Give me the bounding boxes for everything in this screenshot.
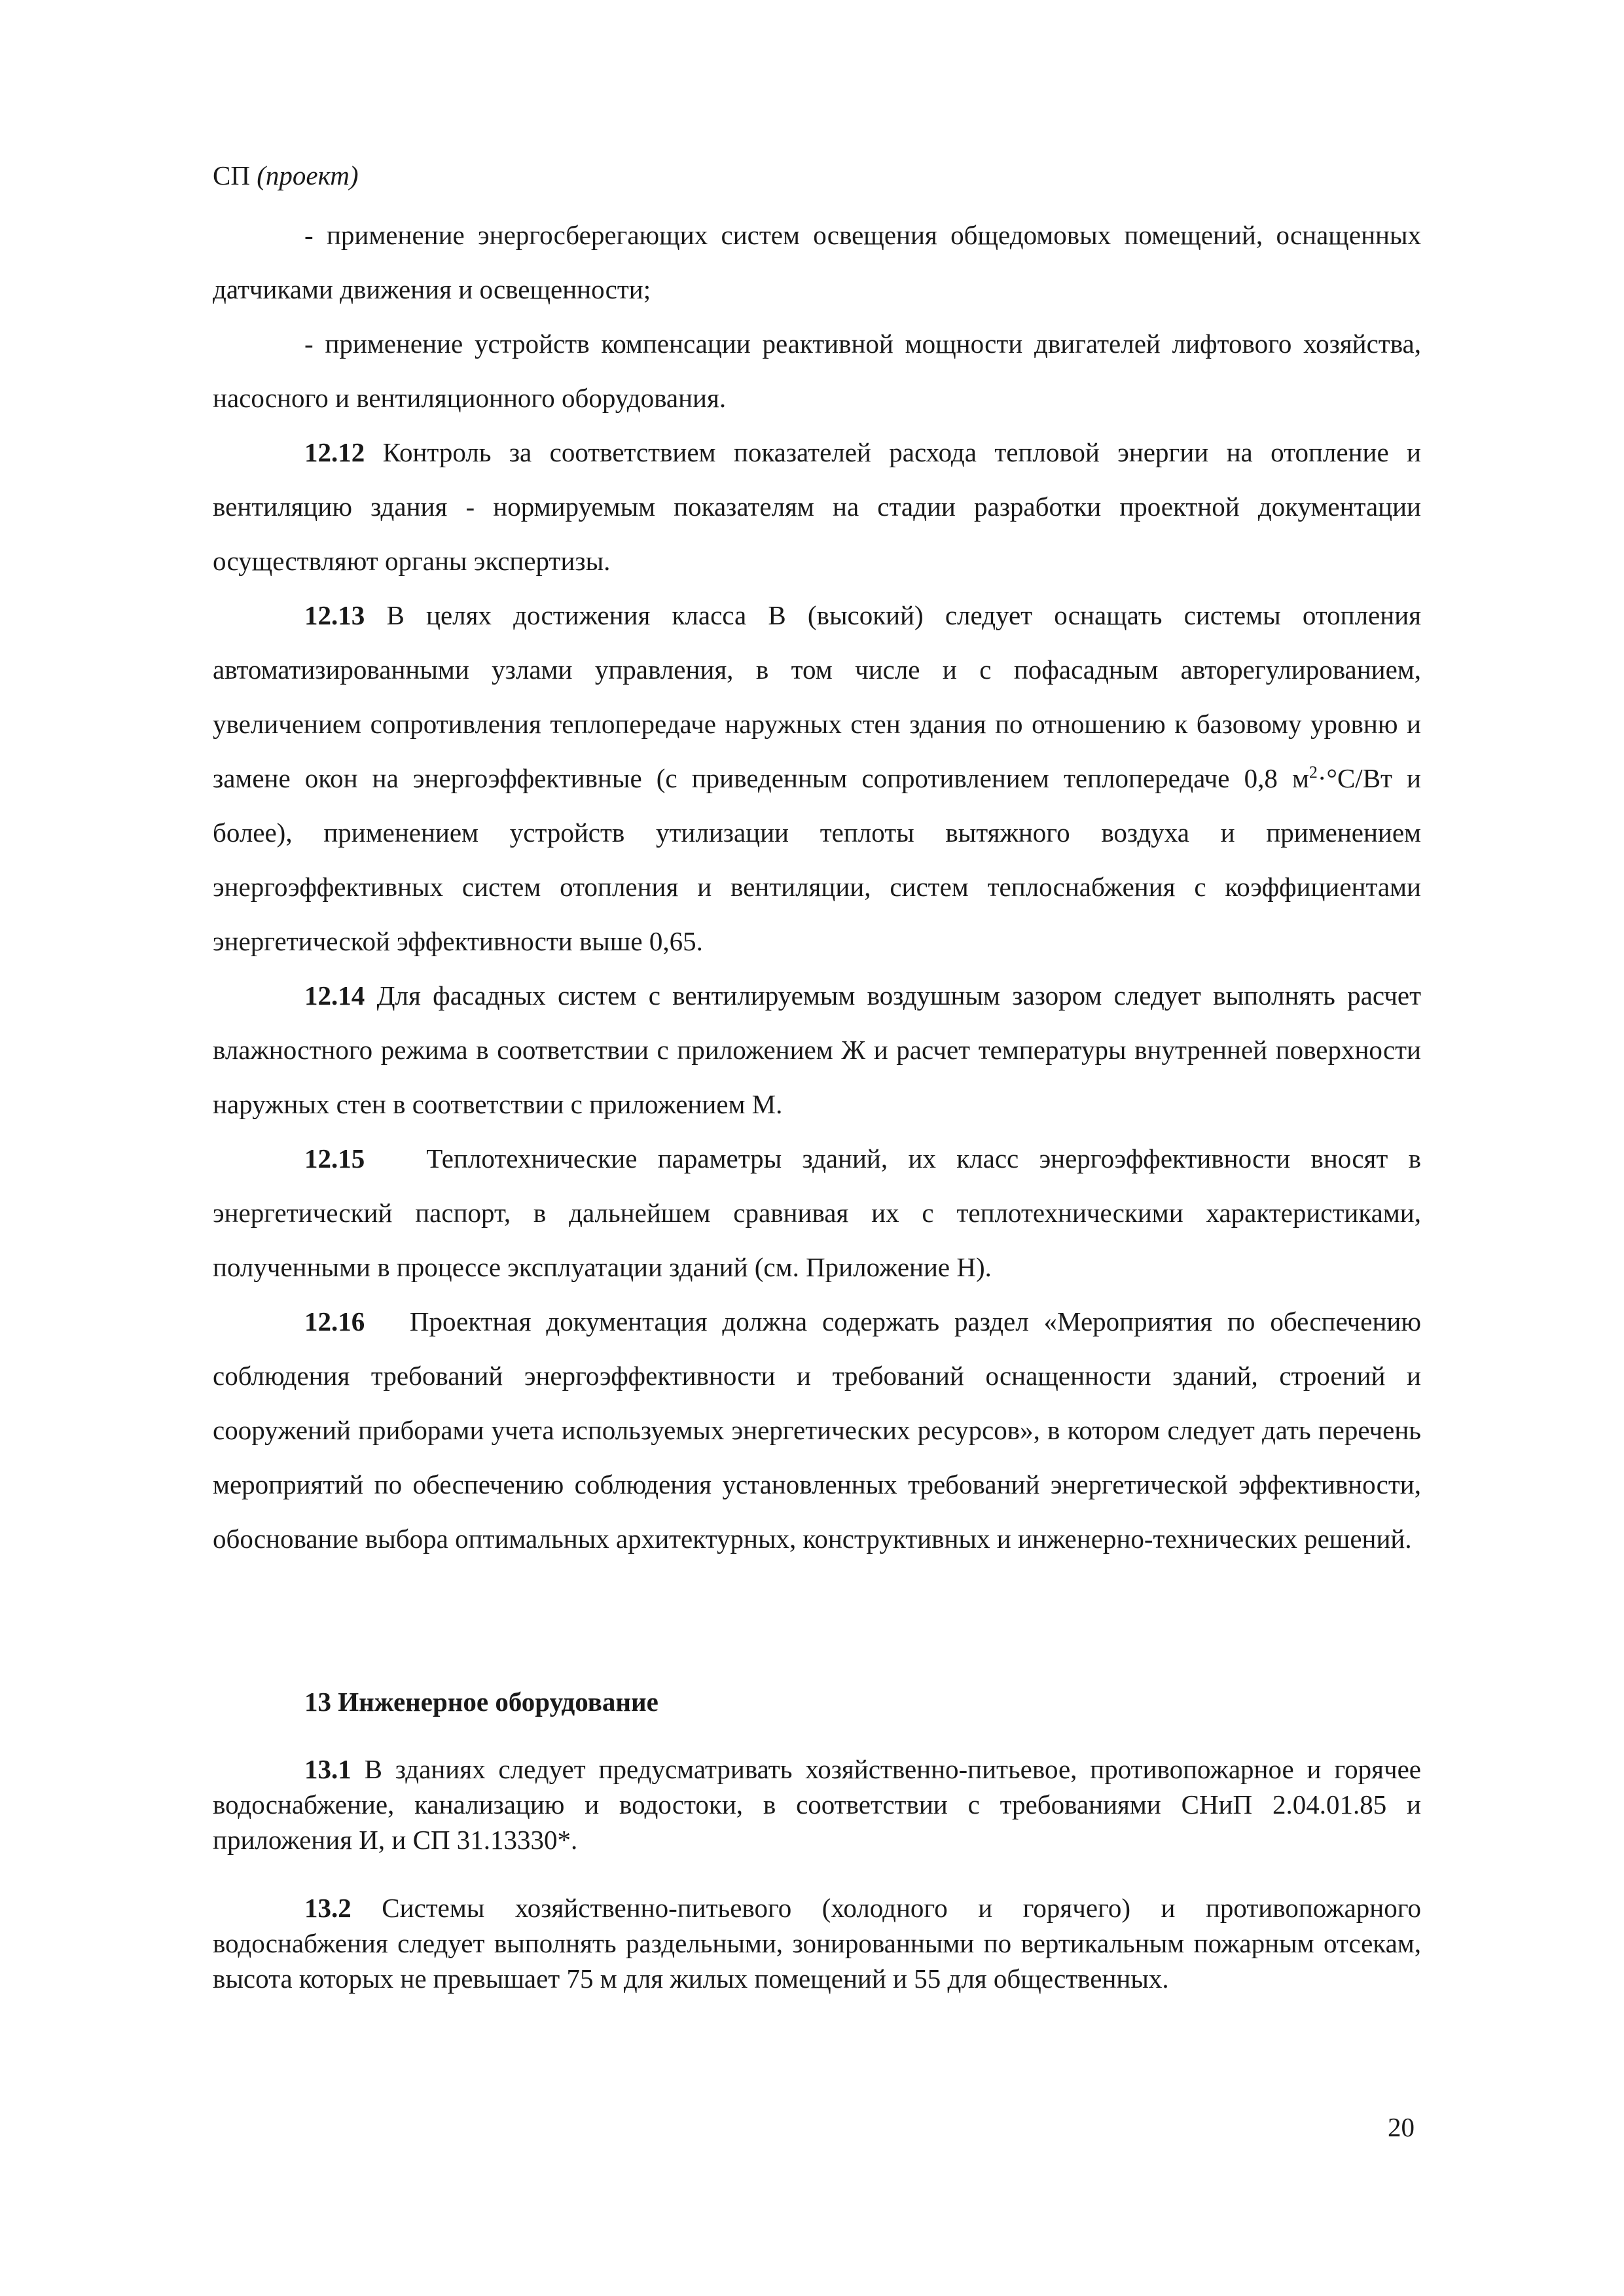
clause-number: 13.1 [304, 1754, 352, 1784]
body-text-lower [213, 1751, 1421, 1996]
document-header [213, 156, 358, 195]
clause-text: Для фасадных систем с вентилируемым воздушным зазором следует выполнять расчет влажностного режима в соответствии с приложением Ж и расчет температуры внутренней поверхности наружных стен в соответствии с приложением М. [213, 980, 1421, 1119]
clause-number: 12.16 [304, 1306, 365, 1336]
document-status: (проект) [257, 160, 359, 190]
clause-number: 13.2 [304, 1893, 352, 1923]
clause-text: Контроль за соответствием показателей расхода тепловой энергии на отопление и вентиляцию здания - нормируемым показателям на стадии разработки проектной документации осуществляют органы экспертизы. [213, 437, 1421, 576]
clause-12-13 [213, 588, 1421, 969]
document-code: СП [213, 160, 250, 190]
clause-12-15 [213, 1132, 1421, 1295]
section-heading: 13 Инженерное оборудование [304, 1687, 659, 1717]
superscript: 2 [1308, 762, 1318, 782]
clause-12-16 [213, 1295, 1421, 1566]
clause-number: 12.14 [304, 980, 365, 1011]
clause-text-continued: ·°С/Вт и более), применением устройств утилизации теплоты вытяжного воздуха и применением энергоэффективных систем отопления и вентиляции, систем теплоснабжения с коэффициентами энергетической эффективности выше 0,65. [213, 763, 1421, 956]
page-number: 20 [1388, 2112, 1415, 2142]
clause-text: В целях достижения класса В (высокий) следует оснащать системы отопления автоматизированными узлами управления, в том числе и с пофасадным авторегулированием, увеличением сопротивления теплопередаче наружных стен здания по отношению к базовому уровню и замене окон на энергоэффективные (с приведенным сопротивлением теплопередаче 0,8 м [213, 600, 1421, 793]
clause-12-14 [213, 969, 1421, 1132]
clause-text: Системы хозяйственно-питьевого (холодного и горячего) и противопожарного водоснабжения следует выполнять раздельными, зонированными по вертикальным пожарным отсекам, высота которых не превышает 75 м для жилых помещений и 55 для общественных. [213, 1893, 1421, 1994]
clause-text: Проектная документация должна содержать раздел «Мероприятия по обеспечению соблюдения требований энергоэффективности и требований оснащенности зданий, строений и сооружений приборами учета используемых энергетических ресурсов», в котором следует дать перечень мероприятий по обеспечению соблюдения установленных требований энергетической эффективности, обоснование выбора оптимальных архитектурных, конструктивных и инженерно-технических решений. [213, 1306, 1421, 1554]
clause-12-12 [213, 425, 1421, 588]
list-item: - применение устройств компенсации реактивной мощности двигателей лифтового хозяйства, насосного и вентиляционного оборудования. [213, 329, 1421, 413]
clause-number: 12.12 [304, 437, 365, 467]
list-item: - применение энергосберегающих систем освещения общедомовых помещений, оснащенных датчиками движения и освещенности; [213, 220, 1421, 304]
body-text-upper [213, 208, 1421, 1566]
clause-number: 12.13 [304, 600, 365, 630]
clause-number: 12.15 [304, 1143, 365, 1174]
clause-text: Теплотехнические параметры зданий, их класс энергоэффективности вносят в энергетический паспорт, в дальнейшем сравнивая их с теплотехническими характеристиками, полученными в процессе эксплуатации зданий (см. Приложение Н). [213, 1143, 1422, 1282]
clause-13-2 [213, 1890, 1421, 1996]
clause-13-1 [213, 1751, 1421, 1857]
clause-text: В зданиях следует предусматривать хозяйственно-питьевое, противопожарное и горячее водоснабжение, канализацию и водостоки, в соответствии с требованиями СНиП 2.04.01.85 и приложения И, и СП 31.13330*. [213, 1754, 1421, 1855]
